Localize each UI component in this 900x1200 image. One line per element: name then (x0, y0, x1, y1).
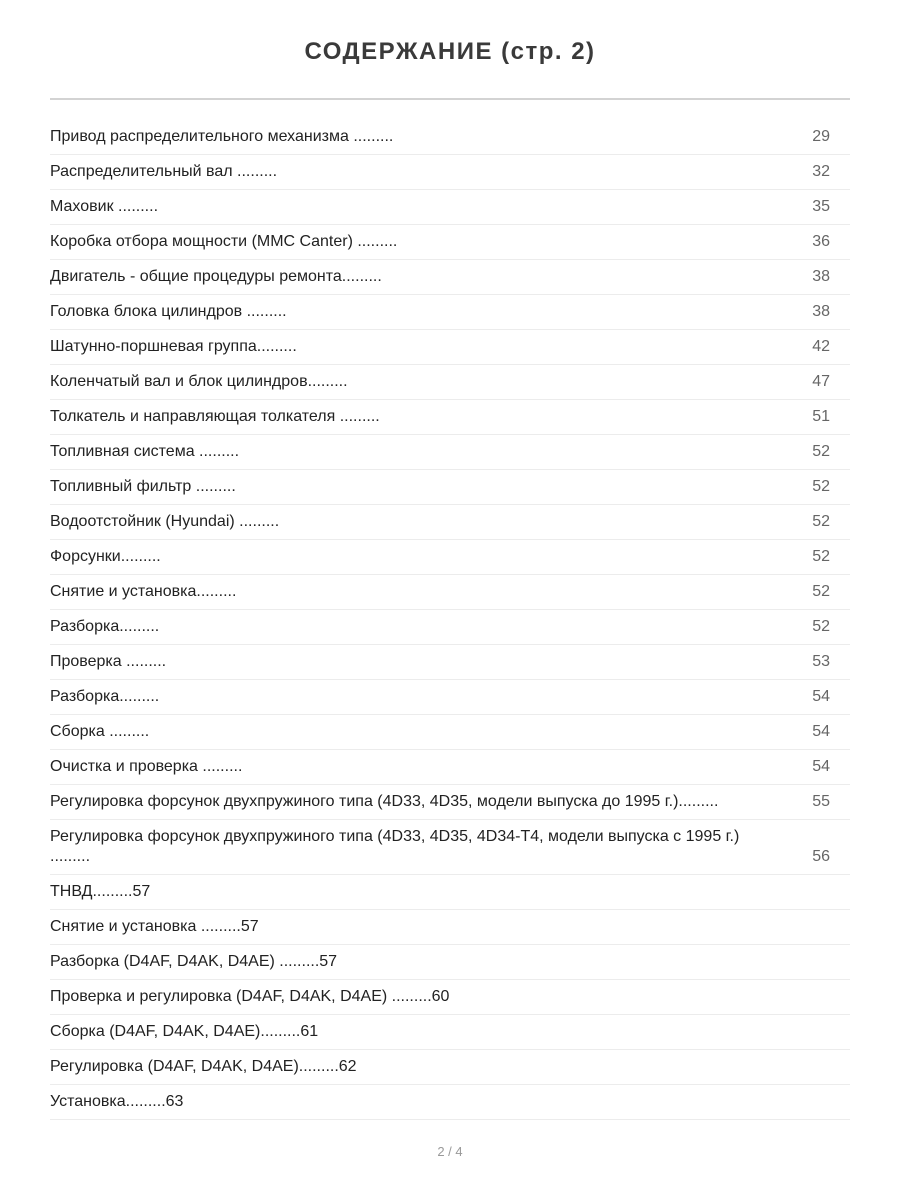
toc-entry-title: Установка.........63 (50, 1093, 184, 1110)
toc-entry[interactable] (50, 505, 850, 540)
toc-entry[interactable] (50, 680, 850, 715)
toc-entry-title: Распределительный вал ......... (50, 163, 278, 180)
toc-entry[interactable] (50, 120, 850, 155)
toc-entry-page: 47 (812, 373, 830, 390)
toc-entry-page: 52 (812, 478, 830, 495)
page-indicator: 2 / 4 (437, 1144, 463, 1159)
toc-entry-title: Топливная система ......... (50, 443, 240, 460)
toc-entry-title: Форсунки......... (50, 548, 161, 565)
toc-entry-page: 56 (812, 848, 830, 865)
toc-entry-title: Водоотстойник (Hyundai) ......... (50, 513, 280, 530)
toc-entry[interactable] (50, 645, 850, 680)
toc-entry[interactable] (50, 435, 850, 470)
toc-entry-title: Регулировка (D4AF, D4AK, D4AE).........62 (50, 1058, 357, 1075)
toc-entry-title: Двигатель - общие процедуры ремонта......... (50, 268, 382, 285)
toc-entry-page: 35 (812, 198, 830, 215)
toc-entry-page: 52 (812, 548, 830, 565)
toc-entry[interactable] (50, 875, 850, 910)
toc-list (50, 120, 850, 1120)
toc-entry-page: 42 (812, 338, 830, 355)
toc-entry-page: 52 (812, 513, 830, 530)
toc-entry-page: 52 (812, 583, 830, 600)
toc-entry-title: Разборка......... (50, 688, 160, 705)
toc-entry[interactable] (50, 945, 850, 980)
toc-entry[interactable] (50, 1015, 850, 1050)
toc-entry-page: 54 (812, 758, 830, 775)
toc-entry[interactable] (50, 365, 850, 400)
toc-entry-title: Регулировка форсунок двухпружиного типа (4D33, 4D35, 4D34-T4, модели выпуска с 1995 г.) ......... (50, 828, 740, 865)
toc-entry[interactable] (50, 330, 850, 365)
toc-entry-title: Маховик ......... (50, 198, 159, 215)
toc-entry-page: 38 (812, 303, 830, 320)
toc-entry[interactable] (50, 1050, 850, 1085)
toc-entry-title: ТНВД.........57 (50, 883, 151, 900)
page-title: СОДЕРЖАНИЕ (стр. 2) (304, 38, 596, 65)
toc-entry[interactable] (50, 750, 850, 785)
toc-entry-title: Толкатель и направляющая толкателя ......... (50, 408, 380, 425)
toc-entry-page: 38 (812, 268, 830, 285)
title-divider (50, 98, 850, 100)
toc-entry-title: Коробка отбора мощности (MMC Canter) ......... (50, 233, 398, 250)
toc-entry-page: 53 (812, 653, 830, 670)
toc-entry-title: Топливный фильтр ......... (50, 478, 236, 495)
toc-entry[interactable] (50, 820, 850, 875)
toc-entry-page: 51 (812, 408, 830, 425)
toc-entry-title: Коленчатый вал и блок цилиндров......... (50, 373, 348, 390)
toc-entry[interactable] (50, 1085, 850, 1120)
toc-entry[interactable] (50, 190, 850, 225)
toc-entry-page: 54 (812, 688, 830, 705)
toc-entry[interactable] (50, 260, 850, 295)
toc-entry-title: Проверка ......... (50, 653, 167, 670)
toc-entry[interactable] (50, 785, 850, 820)
toc-entry-title: Снятие и установка......... (50, 583, 237, 600)
toc-entry-title: Снятие и установка .........57 (50, 918, 259, 935)
toc-entry-title: Шатунно-поршневая группа......... (50, 338, 297, 355)
toc-entry-page: 29 (812, 128, 830, 145)
toc-entry-title: Сборка (D4AF, D4AK, D4AE).........61 (50, 1023, 319, 1040)
toc-entry[interactable] (50, 295, 850, 330)
toc-entry[interactable] (50, 470, 850, 505)
toc-entry-title: Регулировка форсунок двухпружиного типа (4D33, 4D35, модели выпуска до 1995 г.)......... (50, 793, 719, 810)
toc-entry[interactable] (50, 980, 850, 1015)
toc-entry[interactable] (50, 610, 850, 645)
toc-entry[interactable] (50, 400, 850, 435)
toc-entry[interactable] (50, 715, 850, 750)
toc-entry-page: 52 (812, 618, 830, 635)
toc-entry-page: 36 (812, 233, 830, 250)
toc-entry-title: Очистка и проверка ......... (50, 758, 243, 775)
toc-entry[interactable] (50, 155, 850, 190)
toc-entry[interactable] (50, 225, 850, 260)
toc-entry[interactable] (50, 575, 850, 610)
toc-entry-page: 32 (812, 163, 830, 180)
toc-entry-page: 52 (812, 443, 830, 460)
toc-entry[interactable] (50, 540, 850, 575)
toc-entry-title: Головка блока цилиндров ......... (50, 303, 287, 320)
toc-entry-title: Разборка......... (50, 618, 160, 635)
toc-entry-title: Сборка ......... (50, 723, 150, 740)
toc-entry-page: 54 (812, 723, 830, 740)
toc-entry-title: Проверка и регулировка (D4AF, D4AK, D4AE) .........60 (50, 988, 450, 1005)
toc-entry-page: 55 (812, 793, 830, 810)
toc-entry-title: Разборка (D4AF, D4AK, D4AE) .........57 (50, 953, 338, 970)
toc-entry-title: Привод распределительного механизма ......... (50, 128, 394, 145)
toc-entry[interactable] (50, 910, 850, 945)
